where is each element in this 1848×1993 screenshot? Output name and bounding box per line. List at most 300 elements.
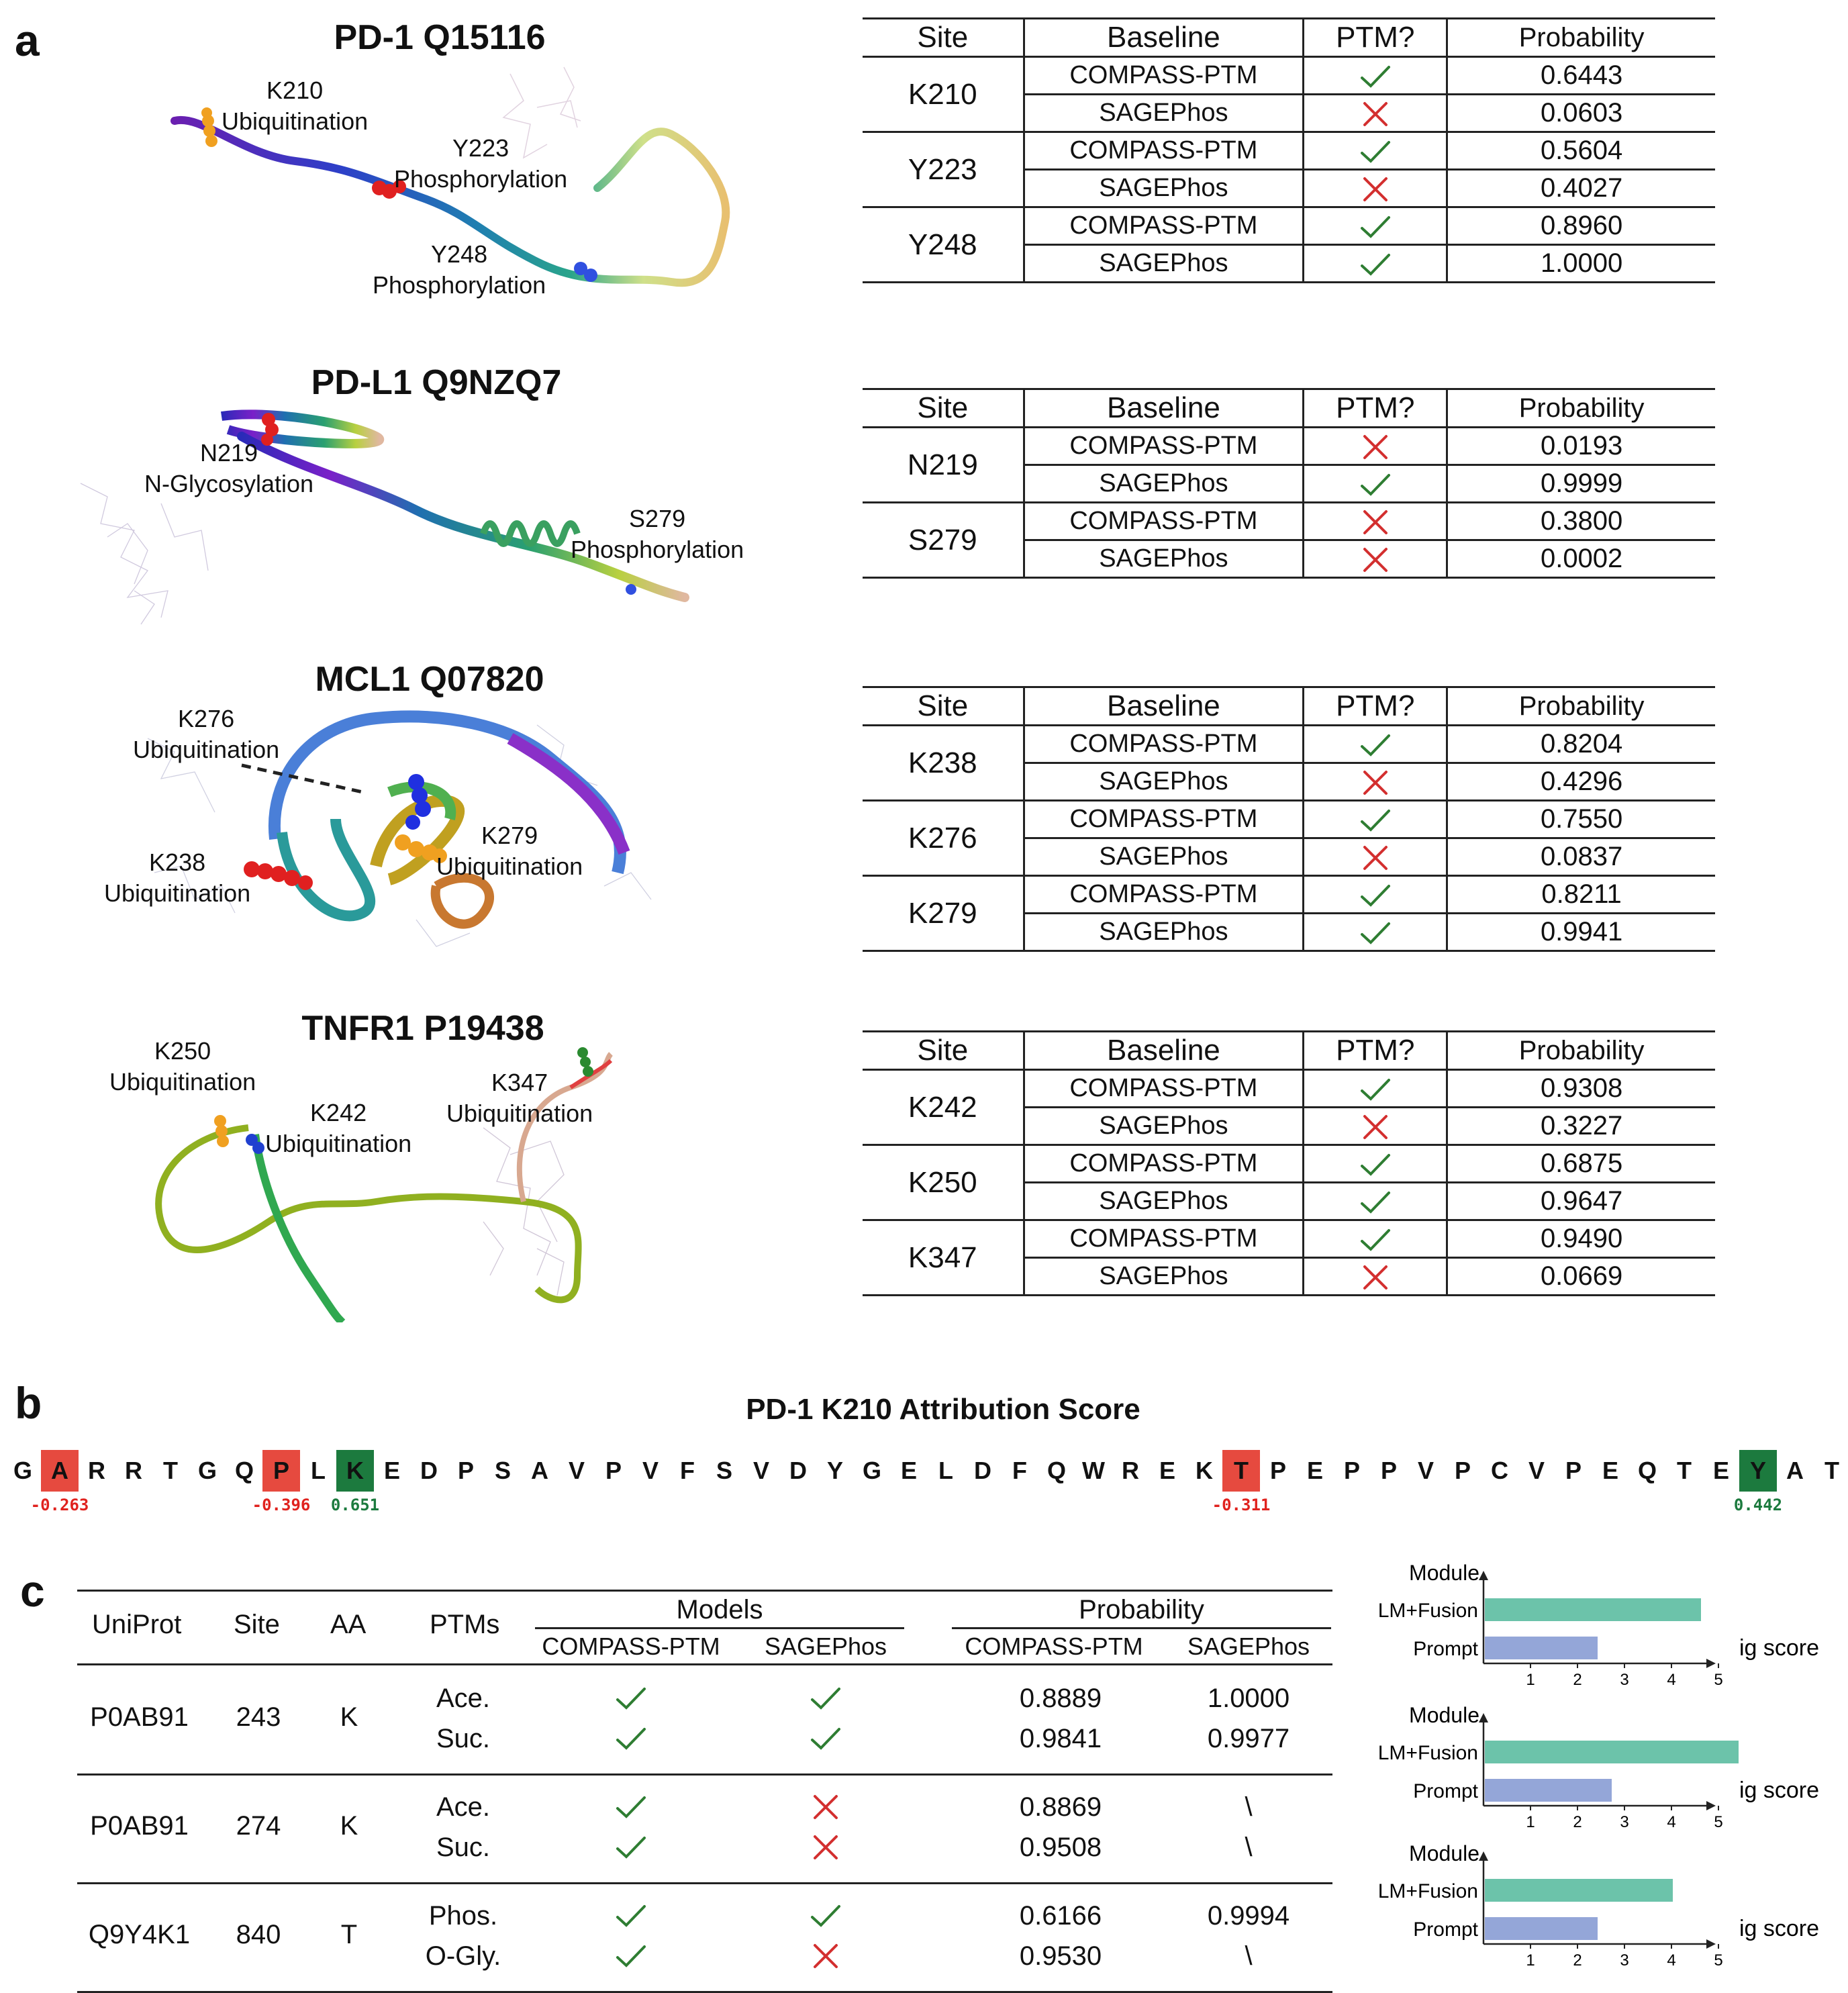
sagephos-prob-cell: \: [1245, 1941, 1253, 1971]
baseline-cell: SAGEPhos: [1024, 95, 1304, 132]
sagephos-model-cell: [785, 1682, 866, 1712]
ctable-row-rule: [77, 1773, 1332, 1776]
bar-prompt: [1485, 1917, 1598, 1940]
baseline-cell: COMPASS-PTM: [1024, 428, 1304, 465]
residue: D: [789, 1457, 807, 1484]
attribution-score: 0.651: [330, 1496, 380, 1514]
table-row: [863, 132, 1715, 170]
baseline-cell: SAGEPhos: [1024, 245, 1304, 283]
site-cell: S279: [863, 503, 1024, 578]
probability-cell: 0.3800: [1447, 503, 1715, 540]
baseline-cell: SAGEPhos: [1024, 465, 1304, 503]
table-header-baseline: Baseline: [1024, 19, 1304, 57]
ptm-cell: [1304, 465, 1447, 503]
sagephos-prob-cell: \: [1245, 1792, 1253, 1822]
check-icon: [1359, 882, 1392, 909]
cross-icon: [1359, 434, 1392, 460]
annotation-type: Ubiquitination: [436, 853, 583, 880]
residue: V: [1417, 1457, 1434, 1484]
annotation-site: K347: [491, 1069, 548, 1096]
residue: T: [1825, 1457, 1839, 1484]
residue: Q: [234, 1457, 254, 1484]
ptm-cell: [1304, 838, 1447, 876]
x-tick-label: 2: [1573, 1813, 1582, 1831]
table-header-ptm: PTM?: [1304, 1032, 1447, 1070]
compass-prob-cell: 0.9841: [1019, 1724, 1102, 1753]
annotation-type: Phosphorylation: [373, 271, 546, 299]
residue: A: [531, 1457, 548, 1484]
uniprot-cell: P0AB91: [90, 1811, 189, 1841]
annotation-site: K279: [481, 822, 538, 849]
probability-cell: 0.0603: [1447, 95, 1715, 132]
category-label: Prompt: [1413, 1638, 1478, 1660]
table-header-probability: Probability: [1447, 1032, 1715, 1070]
baseline-cell: COMPASS-PTM: [1024, 132, 1304, 170]
baseline-cell: COMPASS-PTM: [1024, 207, 1304, 245]
check-icon: [1359, 471, 1392, 498]
residue: D: [420, 1457, 438, 1484]
ptm-cell: [1304, 170, 1447, 207]
ptm-cell: [1304, 540, 1447, 578]
probability-cell: 0.6875: [1447, 1145, 1715, 1183]
ctable-header-aa: AA: [330, 1610, 367, 1639]
check-icon: [615, 1794, 647, 1820]
residue: E: [1306, 1457, 1323, 1484]
probability-cell: 0.8211: [1447, 876, 1715, 914]
table-row: [863, 503, 1715, 540]
ctable-subheader-compass-models: COMPASS-PTM: [542, 1633, 720, 1660]
ptm-cell: [1304, 95, 1447, 132]
probability-cell: 0.9490: [1447, 1220, 1715, 1258]
check-icon: [1359, 138, 1392, 165]
residue: F: [680, 1457, 695, 1484]
table-row: [863, 801, 1715, 838]
annotation-mcl1-k238: [104, 847, 250, 909]
residue: R: [125, 1457, 142, 1484]
category-label: LM+Fusion: [1377, 1600, 1478, 1622]
uniprot-cell: Q9Y4K1: [88, 1920, 191, 1949]
probability-cell: 0.5604: [1447, 132, 1715, 170]
site-cell: 840: [236, 1920, 281, 1949]
baseline-cell: COMPASS-PTM: [1024, 801, 1304, 838]
compass-prob-cell: 0.9530: [1019, 1941, 1102, 1971]
compass-model-cell: [591, 1900, 671, 1930]
x-tick-label: 1: [1526, 1813, 1535, 1831]
residue: K: [1196, 1457, 1213, 1484]
baseline-cell: COMPASS-PTM: [1024, 1145, 1304, 1183]
table-header-site: Site: [863, 19, 1024, 57]
x-tick-label: 1: [1526, 1951, 1535, 1970]
baseline-cell: SAGEPhos: [1024, 1183, 1304, 1220]
ptm-cell: [1304, 1183, 1447, 1220]
ptm-cell: [1304, 132, 1447, 170]
cross-icon: [1359, 1114, 1392, 1140]
compass-prob-cell: 0.8889: [1019, 1684, 1102, 1713]
site-cell: K242: [863, 1070, 1024, 1145]
ptm-cell: [1304, 801, 1447, 838]
probability-cell: 0.0193: [1447, 428, 1715, 465]
check-icon: [1359, 732, 1392, 759]
residue: V: [642, 1457, 659, 1484]
sagephos-prob-cell: 0.9977: [1207, 1724, 1290, 1753]
ig-score-chart: [1363, 1843, 1833, 1978]
bar-prompt: [1485, 1637, 1598, 1659]
annotation-site: K210: [266, 77, 324, 104]
residue: V: [568, 1457, 585, 1484]
attribution-score: -0.263: [30, 1496, 89, 1514]
annotation-tnfr1-k242: [265, 1098, 411, 1159]
annotation-mcl1-k279: [436, 820, 583, 882]
x-axis-label: ig score: [1739, 1916, 1819, 1941]
residue: Q: [1047, 1457, 1066, 1484]
cross-icon: [1359, 176, 1392, 203]
residue: V: [1528, 1457, 1545, 1484]
baseline-cell: COMPASS-PTM: [1024, 503, 1304, 540]
residue: E: [1602, 1457, 1618, 1484]
x-tick-label: 2: [1573, 1671, 1582, 1689]
residue: L: [311, 1457, 326, 1484]
site-cell: Y223: [863, 132, 1024, 207]
check-icon: [810, 1902, 842, 1929]
residue: T: [163, 1457, 178, 1484]
ctable-header-ptms: PTMs: [430, 1610, 500, 1639]
annotation-pdl1-s279: [571, 503, 744, 565]
baseline-cell: COMPASS-PTM: [1024, 1070, 1304, 1108]
bar-lm-fusion: [1485, 1879, 1673, 1902]
ctable-header-site: Site: [234, 1610, 280, 1639]
probability-cell: 0.9941: [1447, 914, 1715, 951]
ptm-cell: [1304, 1070, 1447, 1108]
structure-title-mcl1: MCL1 Q07820: [315, 660, 544, 699]
residue: Y: [1739, 1450, 1777, 1492]
x-tick-label: 3: [1620, 1951, 1629, 1970]
cross-icon: [1359, 769, 1392, 796]
ptm-cell: [1304, 503, 1447, 540]
table-row: [863, 1220, 1715, 1258]
x-tick-label: 2: [1573, 1951, 1582, 1970]
check-icon: [1359, 1076, 1392, 1103]
residue: S: [716, 1457, 732, 1484]
annotation-type: Ubiquitination: [265, 1130, 412, 1157]
ctable-header-models: Models: [676, 1595, 763, 1624]
table-row: [863, 726, 1715, 763]
baseline-cell: SAGEPhos: [1024, 540, 1304, 578]
baseline-cell: SAGEPhos: [1024, 1258, 1304, 1296]
x-tick-label: 4: [1667, 1671, 1676, 1689]
table-header-site: Site: [863, 389, 1024, 428]
annotation-type: Phosphorylation: [394, 165, 568, 193]
cross-icon: [1359, 1264, 1392, 1291]
site-cell: K279: [863, 876, 1024, 951]
probability-cell: 0.6443: [1447, 57, 1715, 95]
annotation-mcl1-k276: [133, 703, 279, 765]
table-header-baseline: Baseline: [1024, 687, 1304, 726]
probability-cell: 1.0000: [1447, 245, 1715, 283]
annotation-type: Ubiquitination: [109, 1068, 256, 1096]
compass-model-cell: [591, 1831, 671, 1861]
x-tick-label: 3: [1620, 1813, 1629, 1831]
ptm-cell: [1304, 763, 1447, 801]
check-icon: [1359, 1151, 1392, 1178]
residue: S: [494, 1457, 511, 1484]
residue: R: [88, 1457, 105, 1484]
ig-score-chart: [1363, 1563, 1833, 1697]
sagephos-prob-cell: \: [1245, 1833, 1253, 1862]
ctable-header-rule: [77, 1663, 1332, 1665]
annotation-pdl1-n219: [144, 438, 313, 499]
residue: T: [1222, 1450, 1260, 1492]
residue: C: [1491, 1457, 1508, 1484]
residue: G: [13, 1457, 32, 1484]
residue: P: [1343, 1457, 1360, 1484]
check-icon: [615, 1834, 647, 1861]
ctable-row-rule: [77, 1882, 1332, 1884]
check-icon: [615, 1725, 647, 1752]
residue: P: [1380, 1457, 1397, 1484]
ptm-cell: [1304, 1258, 1447, 1296]
ctable-header-uniprot: UniProt: [92, 1610, 182, 1639]
annotation-tnfr1-k347: [446, 1067, 593, 1129]
annotation-site: K238: [149, 848, 206, 876]
cross-icon: [1359, 101, 1392, 128]
residue: L: [938, 1457, 953, 1484]
table-header-baseline: Baseline: [1024, 1032, 1304, 1070]
table-header-probability: Probability: [1447, 19, 1715, 57]
check-icon: [615, 1943, 647, 1970]
site-cell: K210: [863, 57, 1024, 132]
annotation-site: K276: [178, 705, 235, 732]
annotation-type: N-Glycosylation: [144, 470, 314, 497]
residue: V: [752, 1457, 769, 1484]
table-row: [863, 1145, 1715, 1183]
table-row: [863, 1070, 1715, 1108]
ptm-cell: Phos.: [428, 1901, 498, 1931]
compass-model-cell: [591, 1722, 671, 1753]
check-icon: [1359, 213, 1392, 240]
compass-prob-cell: 0.6166: [1019, 1901, 1102, 1931]
residue: P: [605, 1457, 622, 1484]
ptm-cell: [1304, 428, 1447, 465]
x-axis-label: ig score: [1739, 1778, 1819, 1803]
x-tick-label: 1: [1526, 1671, 1535, 1689]
table-header-baseline: Baseline: [1024, 389, 1304, 428]
residue: P: [262, 1450, 300, 1492]
site-cell: N219: [863, 428, 1024, 503]
aa-cell: T: [340, 1920, 358, 1949]
check-icon: [810, 1725, 842, 1752]
table-header-ptm: PTM?: [1304, 687, 1447, 726]
table-row: [863, 876, 1715, 914]
ptm-cell: [1304, 914, 1447, 951]
ctable-prob-rule: [952, 1627, 1331, 1629]
table-header-probability: Probability: [1447, 389, 1715, 428]
x-tick-label: 4: [1667, 1813, 1676, 1831]
panel-c-label: c: [20, 1566, 45, 1616]
category-label: LM+Fusion: [1377, 1880, 1478, 1902]
ptm-cell: [1304, 245, 1447, 283]
annotation-pd1-y223: [394, 133, 567, 195]
cross-icon: [810, 1794, 842, 1820]
table-header-site: Site: [863, 687, 1024, 726]
ptm-cell: O-Gly.: [425, 1941, 501, 1971]
residue: G: [862, 1457, 881, 1484]
baseline-cell: SAGEPhos: [1024, 1108, 1304, 1145]
cross-icon: [810, 1943, 842, 1970]
bar-prompt: [1485, 1779, 1612, 1802]
compass-model-cell: [591, 1791, 671, 1821]
residue: Y: [826, 1457, 843, 1484]
sagephos-model-cell: [785, 1791, 866, 1821]
annotation-site: N219: [200, 439, 258, 467]
probability-cell: 0.3227: [1447, 1108, 1715, 1145]
check-icon: [810, 1685, 842, 1712]
sagephos-model-cell: [785, 1900, 866, 1930]
x-tick-label: 5: [1714, 1813, 1723, 1831]
sagephos-model-cell: [785, 1722, 866, 1753]
check-icon: [615, 1902, 647, 1929]
annotation-site: S279: [629, 505, 686, 532]
structure-title-tnfr1: TNFR1 P19438: [301, 1009, 544, 1048]
ptm-cell: Suc.: [436, 1724, 491, 1753]
compass-prob-cell: 0.8869: [1019, 1792, 1102, 1822]
x-tick-label: 5: [1714, 1951, 1723, 1970]
probability-cell: 0.9308: [1447, 1070, 1715, 1108]
probability-cell: 0.7550: [1447, 801, 1715, 838]
baseline-cell: SAGEPhos: [1024, 763, 1304, 801]
residue: E: [1159, 1457, 1175, 1484]
probability-cell: 0.4296: [1447, 763, 1715, 801]
residue: Q: [1637, 1457, 1657, 1484]
y-axis-arrow-icon: [1479, 1713, 1488, 1722]
panel-b-label: b: [15, 1378, 42, 1428]
probability-cell: 0.8204: [1447, 726, 1715, 763]
baseline-cell: SAGEPhos: [1024, 914, 1304, 951]
category-label: Prompt: [1413, 1918, 1478, 1941]
ptm-cell: [1304, 1145, 1447, 1183]
annotation-type: Ubiquitination: [446, 1100, 593, 1127]
annotation-type: Ubiquitination: [104, 879, 251, 907]
annotation-type: Ubiquitination: [133, 736, 280, 763]
check-icon: [1359, 63, 1392, 90]
ctable-models-rule: [535, 1627, 904, 1629]
site-cell: K276: [863, 801, 1024, 876]
category-label: Prompt: [1413, 1780, 1478, 1802]
sagephos-model-cell: [785, 1940, 866, 1970]
residue: F: [1012, 1457, 1027, 1484]
annotation-type: Ubiquitination: [222, 107, 369, 135]
site-table: [863, 686, 1715, 952]
cross-icon: [1359, 844, 1392, 871]
compass-model-cell: [591, 1682, 671, 1712]
probability-cell: 0.0669: [1447, 1258, 1715, 1296]
x-axis-label: ig score: [1739, 1635, 1819, 1661]
baseline-cell: SAGEPhos: [1024, 838, 1304, 876]
ig-score-chart: [1363, 1705, 1833, 1839]
ptm-cell: Ace.: [436, 1684, 491, 1713]
table-row: [863, 428, 1715, 465]
probability-cell: 0.9647: [1447, 1183, 1715, 1220]
site-cell: Y248: [863, 207, 1024, 283]
ptm-cell: Suc.: [436, 1833, 491, 1862]
attribution-score: 0.442: [1733, 1496, 1783, 1514]
annotation-pd1-y248: [373, 239, 546, 301]
probability-cell: 0.9999: [1447, 465, 1715, 503]
residue: T: [1677, 1457, 1692, 1484]
y-axis-label: Module: [1409, 1705, 1479, 1727]
site-table: [863, 1030, 1715, 1296]
baseline-cell: COMPASS-PTM: [1024, 876, 1304, 914]
ptm-cell: [1304, 207, 1447, 245]
residue: A: [1786, 1457, 1804, 1484]
cross-icon: [810, 1834, 842, 1861]
uniprot-cell: P0AB91: [90, 1702, 189, 1732]
attribution-title: PD-1 K210 Attribution Score: [746, 1393, 1140, 1426]
ptm-cell: [1304, 1220, 1447, 1258]
baseline-cell: COMPASS-PTM: [1024, 1220, 1304, 1258]
bar-lm-fusion: [1485, 1741, 1739, 1763]
check-icon: [1359, 251, 1392, 278]
table-row: [863, 57, 1715, 95]
structure-title-pd1: PD-1 Q15116: [334, 18, 546, 57]
ctable-subheader-sagephos-prob: SAGEPhos: [1187, 1633, 1310, 1660]
ptm-cell: [1304, 1108, 1447, 1145]
residue: W: [1082, 1457, 1105, 1484]
residue: R: [1122, 1457, 1139, 1484]
ptm-cell: [1304, 726, 1447, 763]
baseline-cell: COMPASS-PTM: [1024, 57, 1304, 95]
y-axis-arrow-icon: [1479, 1851, 1488, 1861]
site-table: [863, 17, 1715, 283]
x-axis-arrow-icon: [1706, 1659, 1716, 1668]
compass-model-cell: [591, 1940, 671, 1970]
ptm-cell: Ace.: [436, 1792, 491, 1822]
y-axis-label: Module: [1409, 1563, 1479, 1585]
baseline-cell: COMPASS-PTM: [1024, 726, 1304, 763]
annotation-pd1-k210: [222, 75, 368, 137]
residue: P: [457, 1457, 474, 1484]
annotation-type: Phosphorylation: [571, 536, 744, 563]
sagephos-model-cell: [785, 1831, 866, 1861]
attribution-score: -0.311: [1212, 1496, 1271, 1514]
ctable-subheader-sagephos-models: SAGEPhos: [764, 1633, 887, 1660]
residue: E: [383, 1457, 400, 1484]
x-tick-label: 5: [1714, 1671, 1723, 1689]
attribution-score: -0.396: [252, 1496, 311, 1514]
annotation-site: Y248: [431, 240, 488, 268]
site-cell: K238: [863, 726, 1024, 801]
annotation-site: K242: [310, 1099, 367, 1126]
site-cell: 243: [236, 1702, 281, 1732]
cross-icon: [1359, 509, 1392, 536]
check-icon: [1359, 920, 1392, 946]
ctable-top-rule: [77, 1590, 1332, 1592]
y-axis-arrow-icon: [1479, 1571, 1488, 1580]
baseline-cell: SAGEPhos: [1024, 170, 1304, 207]
residue: E: [900, 1457, 917, 1484]
table-row: [863, 207, 1715, 245]
sagephos-prob-cell: 1.0000: [1207, 1684, 1290, 1713]
site-table: [863, 388, 1715, 579]
annotation-tnfr1-k250: [109, 1036, 256, 1098]
probability-cell: 0.0837: [1447, 838, 1715, 876]
check-icon: [1359, 807, 1392, 834]
annotation-site: Y223: [452, 134, 509, 162]
x-axis-arrow-icon: [1706, 1801, 1716, 1810]
residue: E: [1712, 1457, 1729, 1484]
probability-cell: 0.8960: [1447, 207, 1715, 245]
residue: G: [197, 1457, 217, 1484]
category-label: LM+Fusion: [1377, 1742, 1478, 1764]
